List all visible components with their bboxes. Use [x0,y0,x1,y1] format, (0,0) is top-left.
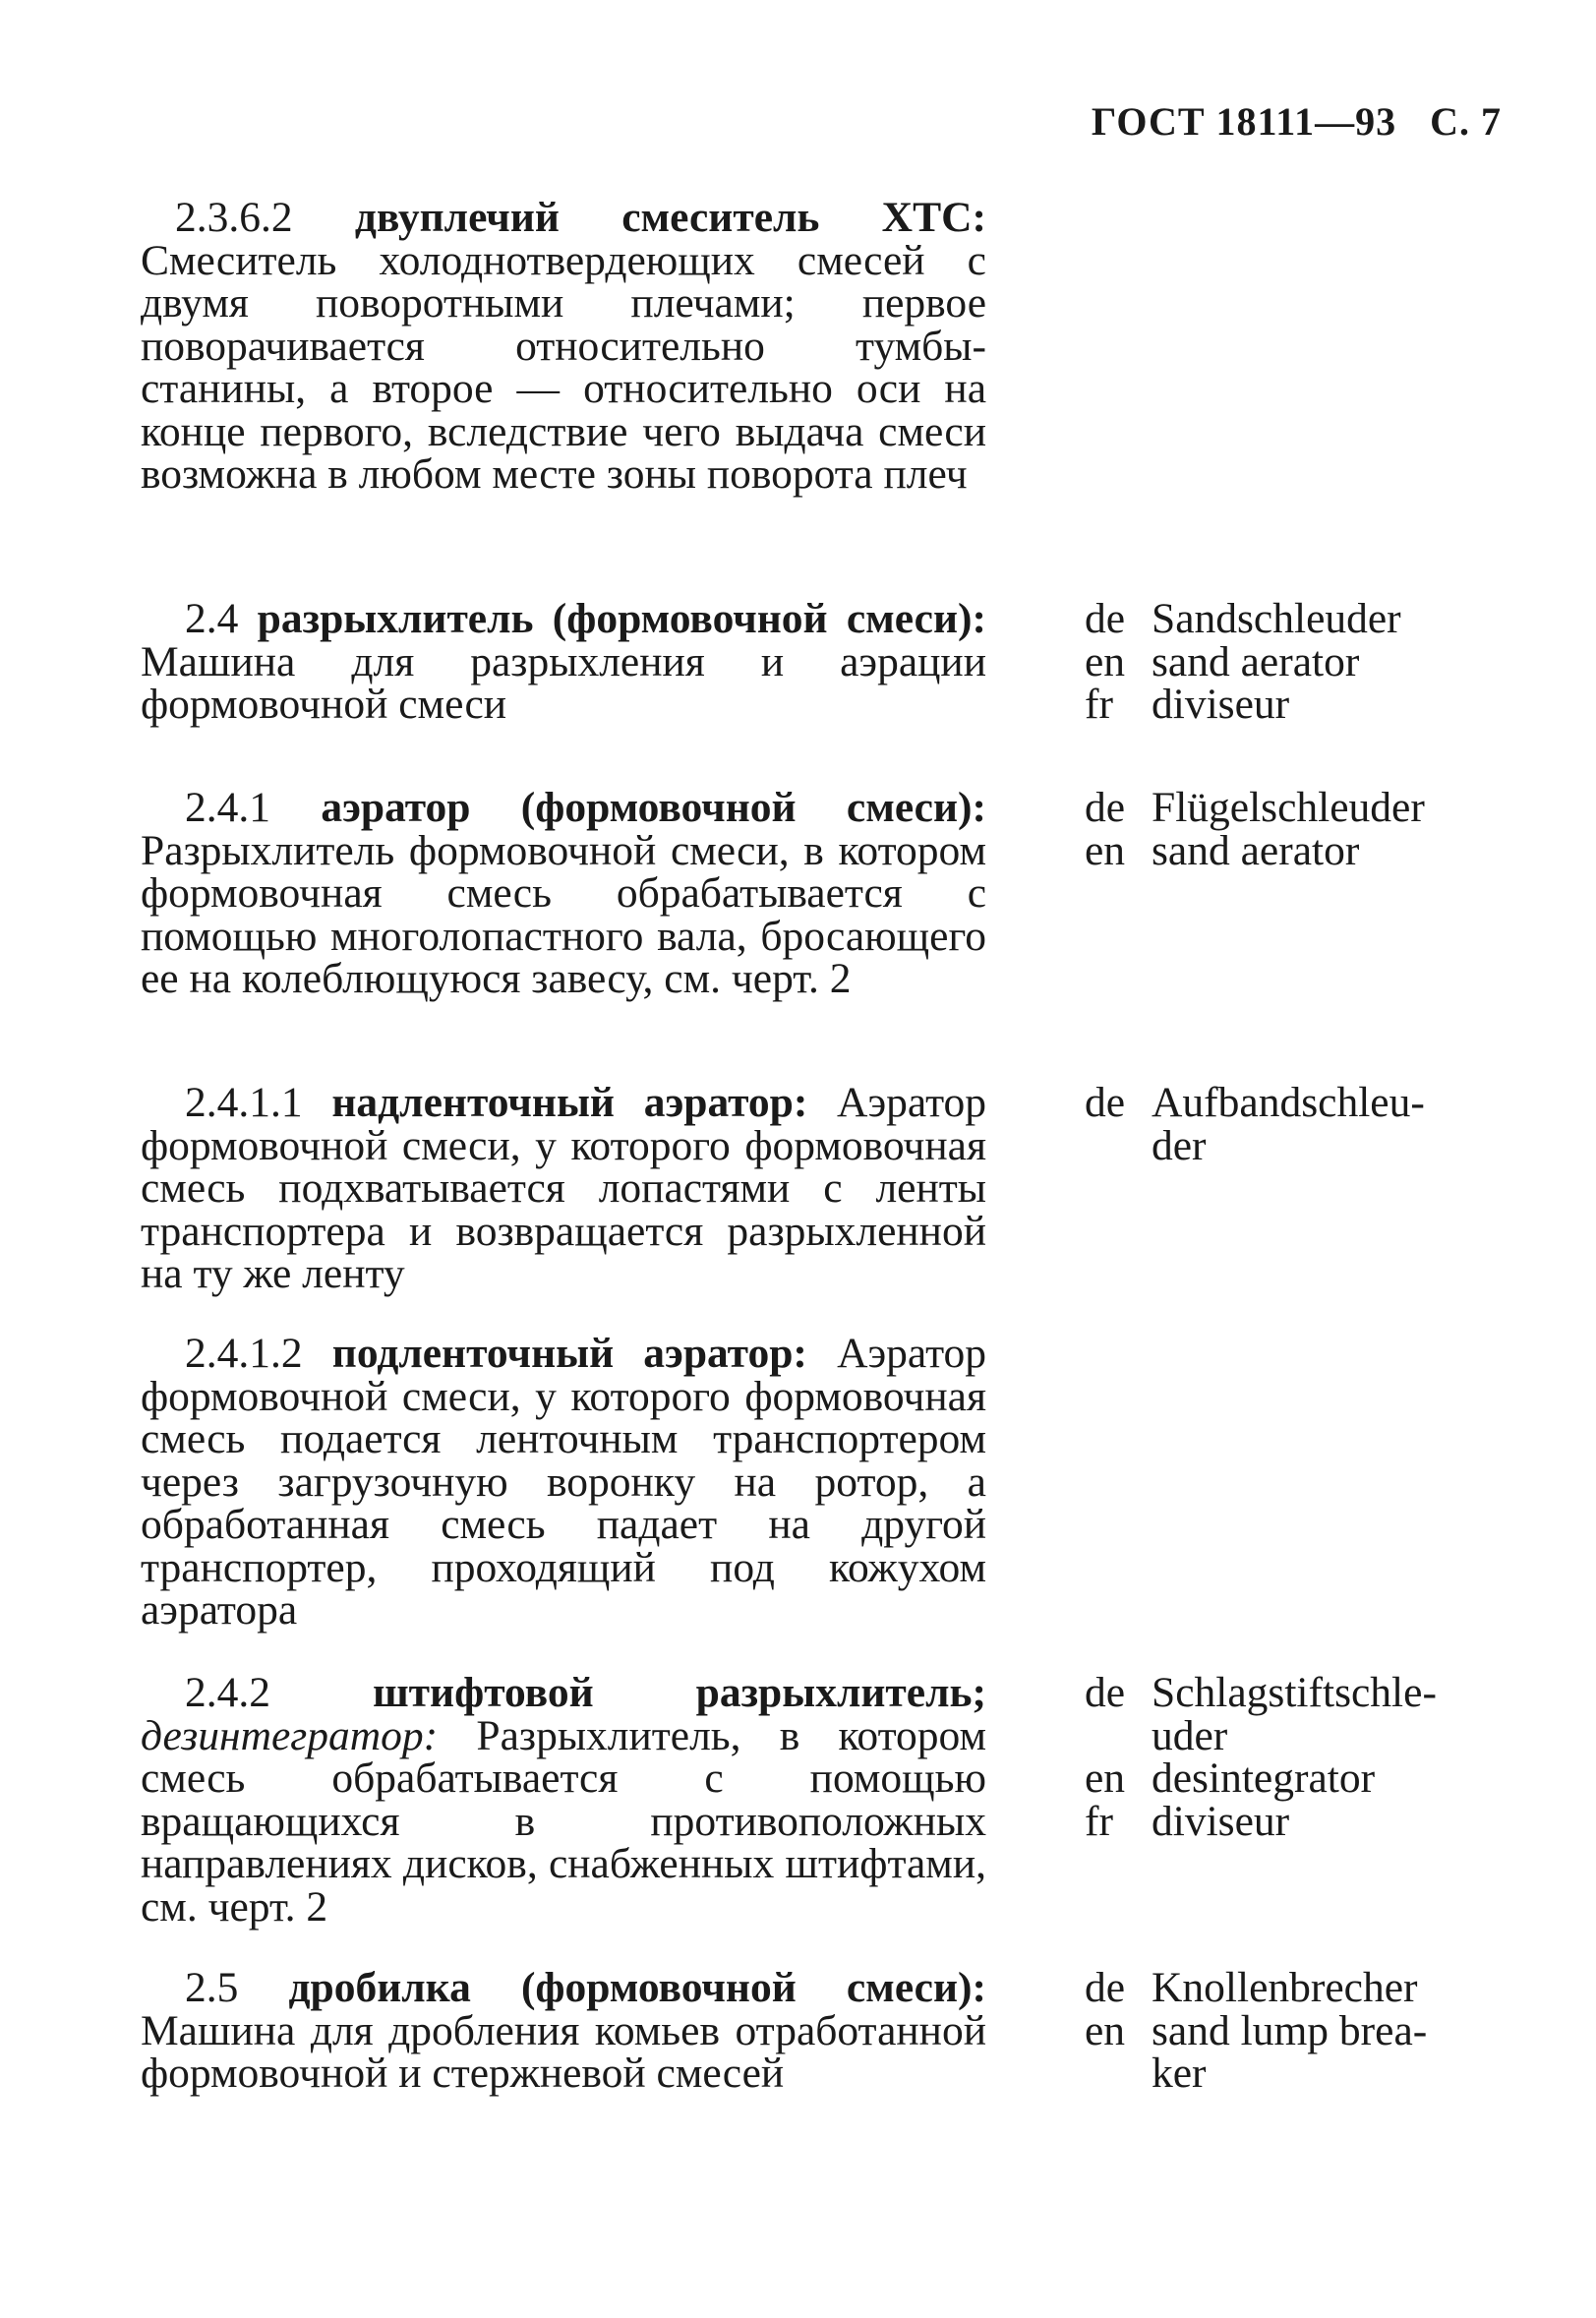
term-number: 2.3.6.2 [175,194,293,241]
equivalent-row [1085,1964,1557,2011]
term-definition: Разрыхлитель формовочной смеси, в котором формовочная смесь обрабатывается с помощью многолопастного вала, бросающего ее на колеблющуюся завесу, см. черт. 2 [141,826,986,1002]
equivalent-row [1085,1669,1557,1716]
equivalent-term: Aufbandschleu- [1152,1079,1425,1126]
term-synonym: дезинтегратор: [141,1711,439,1759]
equivalent-term-continuation: ker [1152,2050,1207,2097]
language-code: en [1085,826,1126,874]
term-name: двуплечий смеситель ХТС: [354,194,986,241]
equivalent-term: sand aerator [1152,826,1360,874]
equivalent-term: diviseur [1152,1797,1290,1845]
term-name: разрыхлитель (формовочной смеси): [257,595,986,642]
equivalent-term: diviseur [1152,681,1290,728]
term-definition-block [141,1669,986,1931]
term-number: 2.4.2 [185,1669,270,1716]
equivalent-term: Sandschleuder [1152,595,1401,642]
foreign-equivalents [1085,1079,1557,1169]
equivalent-term-continuation: uder [1152,1711,1228,1759]
term-number: 2.4.1.1 [185,1079,303,1126]
term-definition: Разрыхлитель, в котором смесь обрабатывается с помощью вращающихся в противоположных направлениях дисков, снабженных штифтами, см. черт. 2 [141,1711,986,1931]
standard-designation: ГОСТ 18111—93 [1091,99,1397,144]
term-definition-block [141,1330,987,1634]
equivalent-row [1085,784,1557,831]
term-number: 2.5 [185,1964,239,2011]
language-code: de [1085,595,1126,642]
foreign-equivalents [1085,1669,1557,1845]
equivalent-term: sand lump brea- [1152,2006,1428,2054]
term-definition: Машина для дробления комьев отработанной формовочной и стержневой смесей [141,2006,986,2097]
equivalent-row [1085,1711,1557,1759]
term-name: штифтовой разрыхлитель; [372,1669,986,1716]
term-definition: Аэратор формовочной смеси, у которого формовочная смесь подхватывается лопастями с ленты транспортера и возвращается разрыхленной на ту же ленту [141,1079,986,1297]
equivalent-term-continuation: der [1152,1121,1207,1169]
term-definition-block [141,784,987,1002]
term-definition-block [141,595,986,728]
term-number: 2.4.1 [185,784,270,831]
page-number: С. 7 [1430,99,1502,144]
term-definition: Аэратор формовочной смеси, у которого формовочная смесь подается ленточным транспортером через загрузочную воронку на ротор, а обработанная смесь падает на другой транспортер, проходящий под кожухом аэратора [141,1330,987,1634]
equivalent-row [1085,637,1557,685]
language-code: en [1085,2006,1126,2054]
equivalent-term: Knollenbrecher [1152,1964,1418,2011]
equivalent-row [1085,595,1557,642]
term-name: подленточный аэратор: [331,1330,807,1377]
term-number: 2.4.1.2 [185,1330,303,1377]
foreign-equivalents [1085,595,1557,728]
term-name: надленточный аэратор: [331,1079,808,1126]
language-code: fr [1085,1797,1113,1845]
foreign-equivalents [1085,784,1557,874]
equivalent-row [1085,1079,1557,1126]
foreign-equivalents [1085,1964,1557,2097]
equivalent-row [1085,2052,1557,2096]
page-header [1092,98,1502,145]
language-code: fr [1085,681,1113,728]
equivalent-term: desintegrator [1152,1754,1376,1802]
term-name: аэратор (формовочной смеси): [321,784,987,831]
term-number: 2.4 [185,595,239,642]
term-definition: Смеситель холоднотвердеющих смесей с двумя поворотными плечами; первое поворачивается относительно тумбы-станины, а второе — относительно оси на конце первого, вследствие чего выдача смеси возможна в любом месте зоны поворота плеч [141,236,986,498]
equivalent-term: Flügelschleuder [1152,784,1425,831]
language-code: de [1085,1964,1126,2011]
term-definition-block [141,1964,986,2097]
equivalent-row [1085,1121,1557,1169]
term-name: дробилка (формовочной смеси): [288,1964,986,2011]
equivalent-row [1085,1754,1557,1802]
language-code: de [1085,1079,1126,1126]
equivalent-term: Schlagstiftschle- [1152,1669,1437,1716]
language-code: de [1085,1669,1126,1716]
term-definition: Машина для разрыхления и аэрации формовочной смеси [141,637,986,728]
term-definition-block [141,194,986,498]
equivalent-row [1085,1797,1557,1845]
language-code: de [1085,784,1126,831]
equivalent-term: sand aerator [1152,637,1360,685]
term-definition-block [141,1079,986,1297]
equivalent-row [1085,681,1557,728]
language-code: en [1085,637,1126,685]
language-code: en [1085,1754,1126,1802]
equivalent-row [1085,826,1557,874]
equivalent-row [1085,2006,1557,2054]
